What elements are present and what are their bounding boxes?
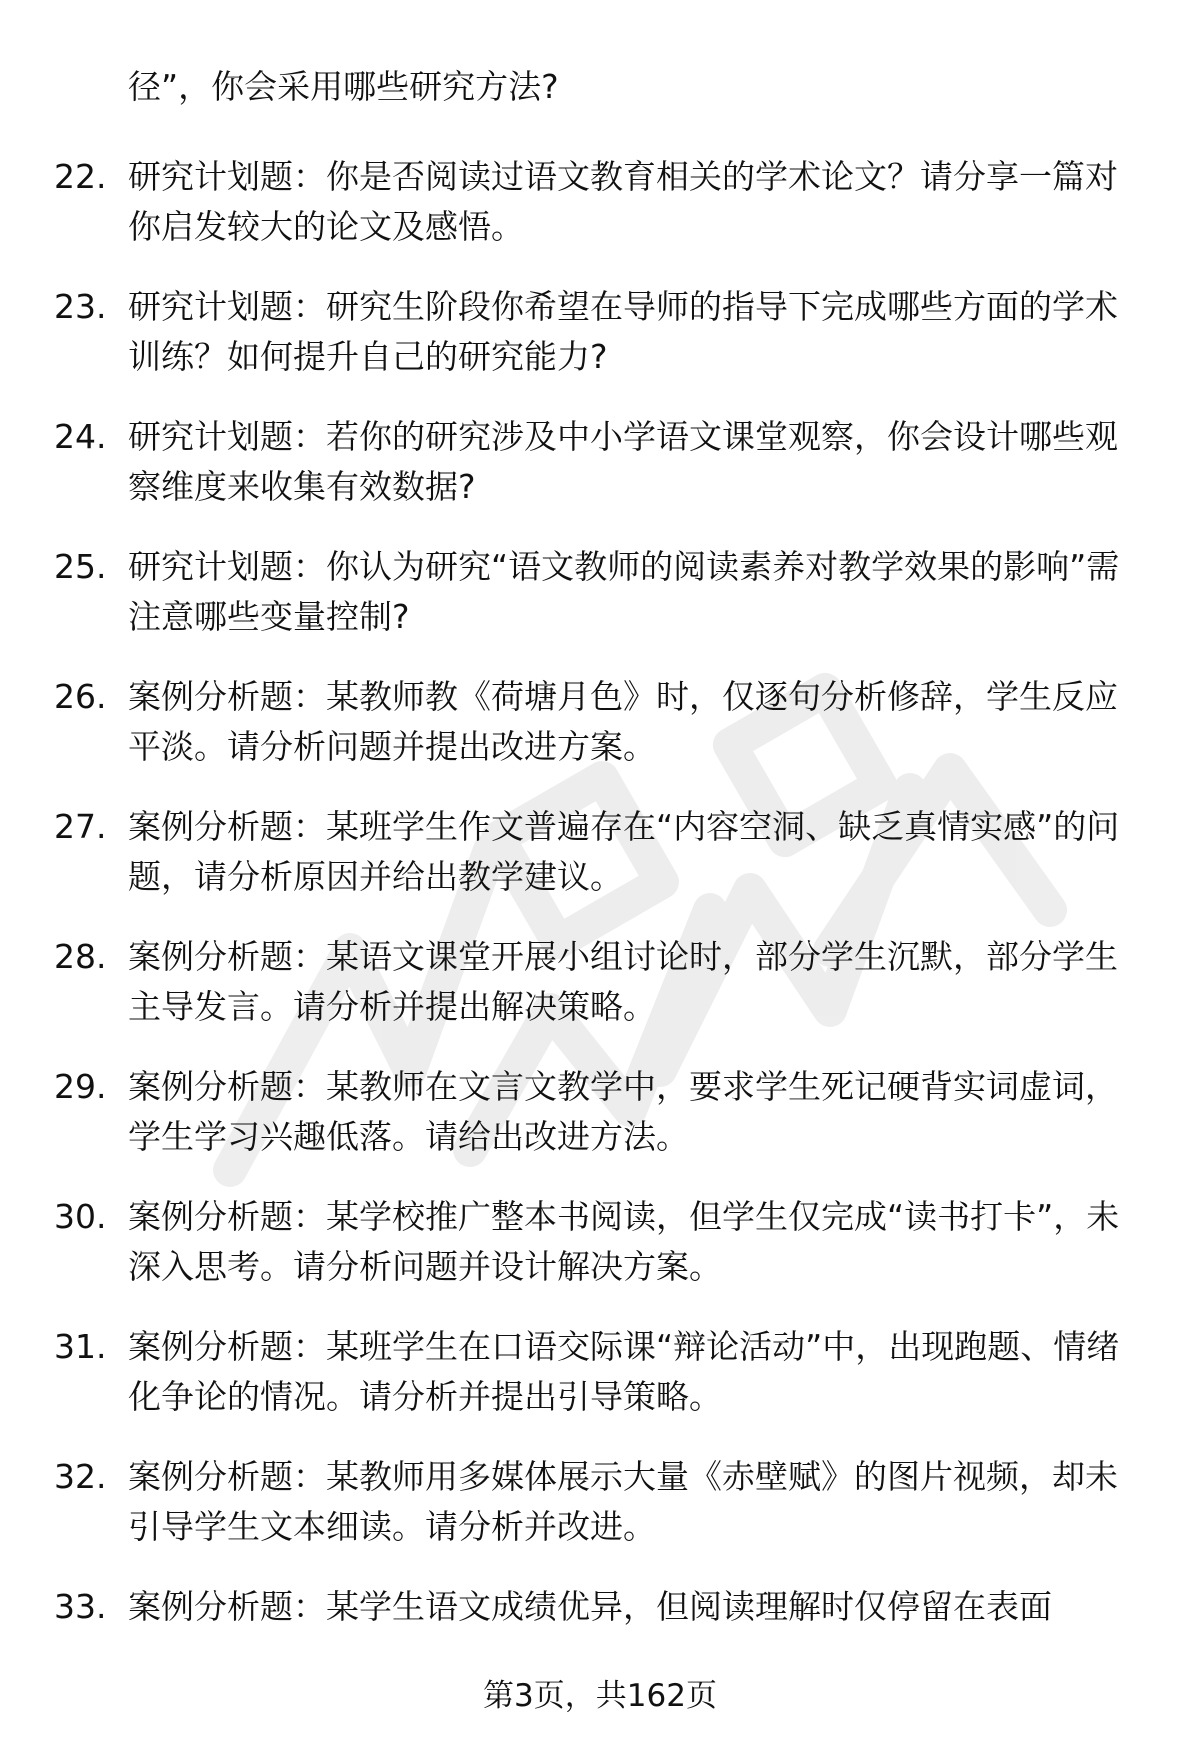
question-text: 研究计划题：你认为研究“语文教师的阅读素养对教学效果的影响”需注意哪些变量控制? [128, 547, 1120, 636]
question-number: 24. [54, 417, 107, 456]
question-text: 研究计划题：若你的研究涉及中小学语文课堂观察，你会设计哪些观察维度来收集有效数据? [128, 417, 1118, 506]
list-item [0, 412, 1200, 542]
question-number: 29. [54, 1067, 107, 1106]
question-number: 22. [54, 157, 107, 196]
list-item [0, 1062, 1200, 1192]
question-text: 案例分析题：某学校推广整本书阅读，但学生仅完成“读书打卡”，未深入思考。请分析问题并设计解决方案。 [128, 1197, 1120, 1286]
question-number: 30. [54, 1197, 107, 1236]
question-text: 研究计划题：你是否阅读过语文教育相关的学术论文？请分享一篇对你启发较大的论文及感悟。 [128, 157, 1118, 246]
continuation-text: 径”，你会采用哪些研究方法? [128, 67, 559, 106]
question-text: 案例分析题：某教师在文言文教学中，要求学生死记硬背实词虚词，学生学习兴趣低落。请给出改进方法。 [128, 1067, 1118, 1156]
list-item [0, 542, 1200, 672]
question-text: 案例分析题：某教师用多媒体展示大量《赤壁赋》的图片视频，却未引导学生文本细读。请分析并改进。 [128, 1457, 1118, 1546]
question-number: 31. [54, 1327, 107, 1366]
list-item [0, 672, 1200, 802]
question-number: 28. [54, 937, 107, 976]
list-item [0, 282, 1200, 412]
list-item [0, 152, 1200, 282]
question-number: 32. [54, 1457, 107, 1496]
list-item [0, 1452, 1200, 1582]
question-text: 案例分析题：某班学生在口语交际课“辩论活动”中，出现跑题、情绪化争论的情况。请分析并提出引导策略。 [128, 1327, 1120, 1416]
list-item [0, 1322, 1200, 1452]
list-item [0, 932, 1200, 1062]
question-number: 33. [54, 1587, 107, 1626]
question-text: 案例分析题：某教师教《荷塘月色》时，仅逐句分析修辞，学生反应平淡。请分析问题并提出改进方案。 [128, 677, 1118, 766]
question-text: 案例分析题：某学生语文成绩优异，但阅读理解时仅停留在表面 [128, 1587, 1052, 1626]
question-text: 案例分析题：某班学生作文普遍存在“内容空洞、缺乏真情实感”的问题，请分析原因并给出教学建议。 [128, 807, 1120, 896]
question-text: 研究计划题：研究生阶段你希望在导师的指导下完成哪些方面的学术训练？如何提升自己的研究能力? [128, 287, 1118, 376]
list-item [0, 1192, 1200, 1322]
question-list [0, 152, 1200, 1712]
list-item [0, 802, 1200, 932]
question-text: 案例分析题：某语文课堂开展小组讨论时，部分学生沉默，部分学生主导发言。请分析并提出解决策略。 [128, 937, 1118, 1026]
question-number: 26. [54, 677, 107, 716]
page-number-label: 第3页，共162页 [483, 1678, 717, 1714]
question-number: 25. [54, 547, 107, 586]
page-footer [0, 1674, 1200, 1718]
question-number: 23. [54, 287, 107, 326]
question-number: 27. [54, 807, 107, 846]
